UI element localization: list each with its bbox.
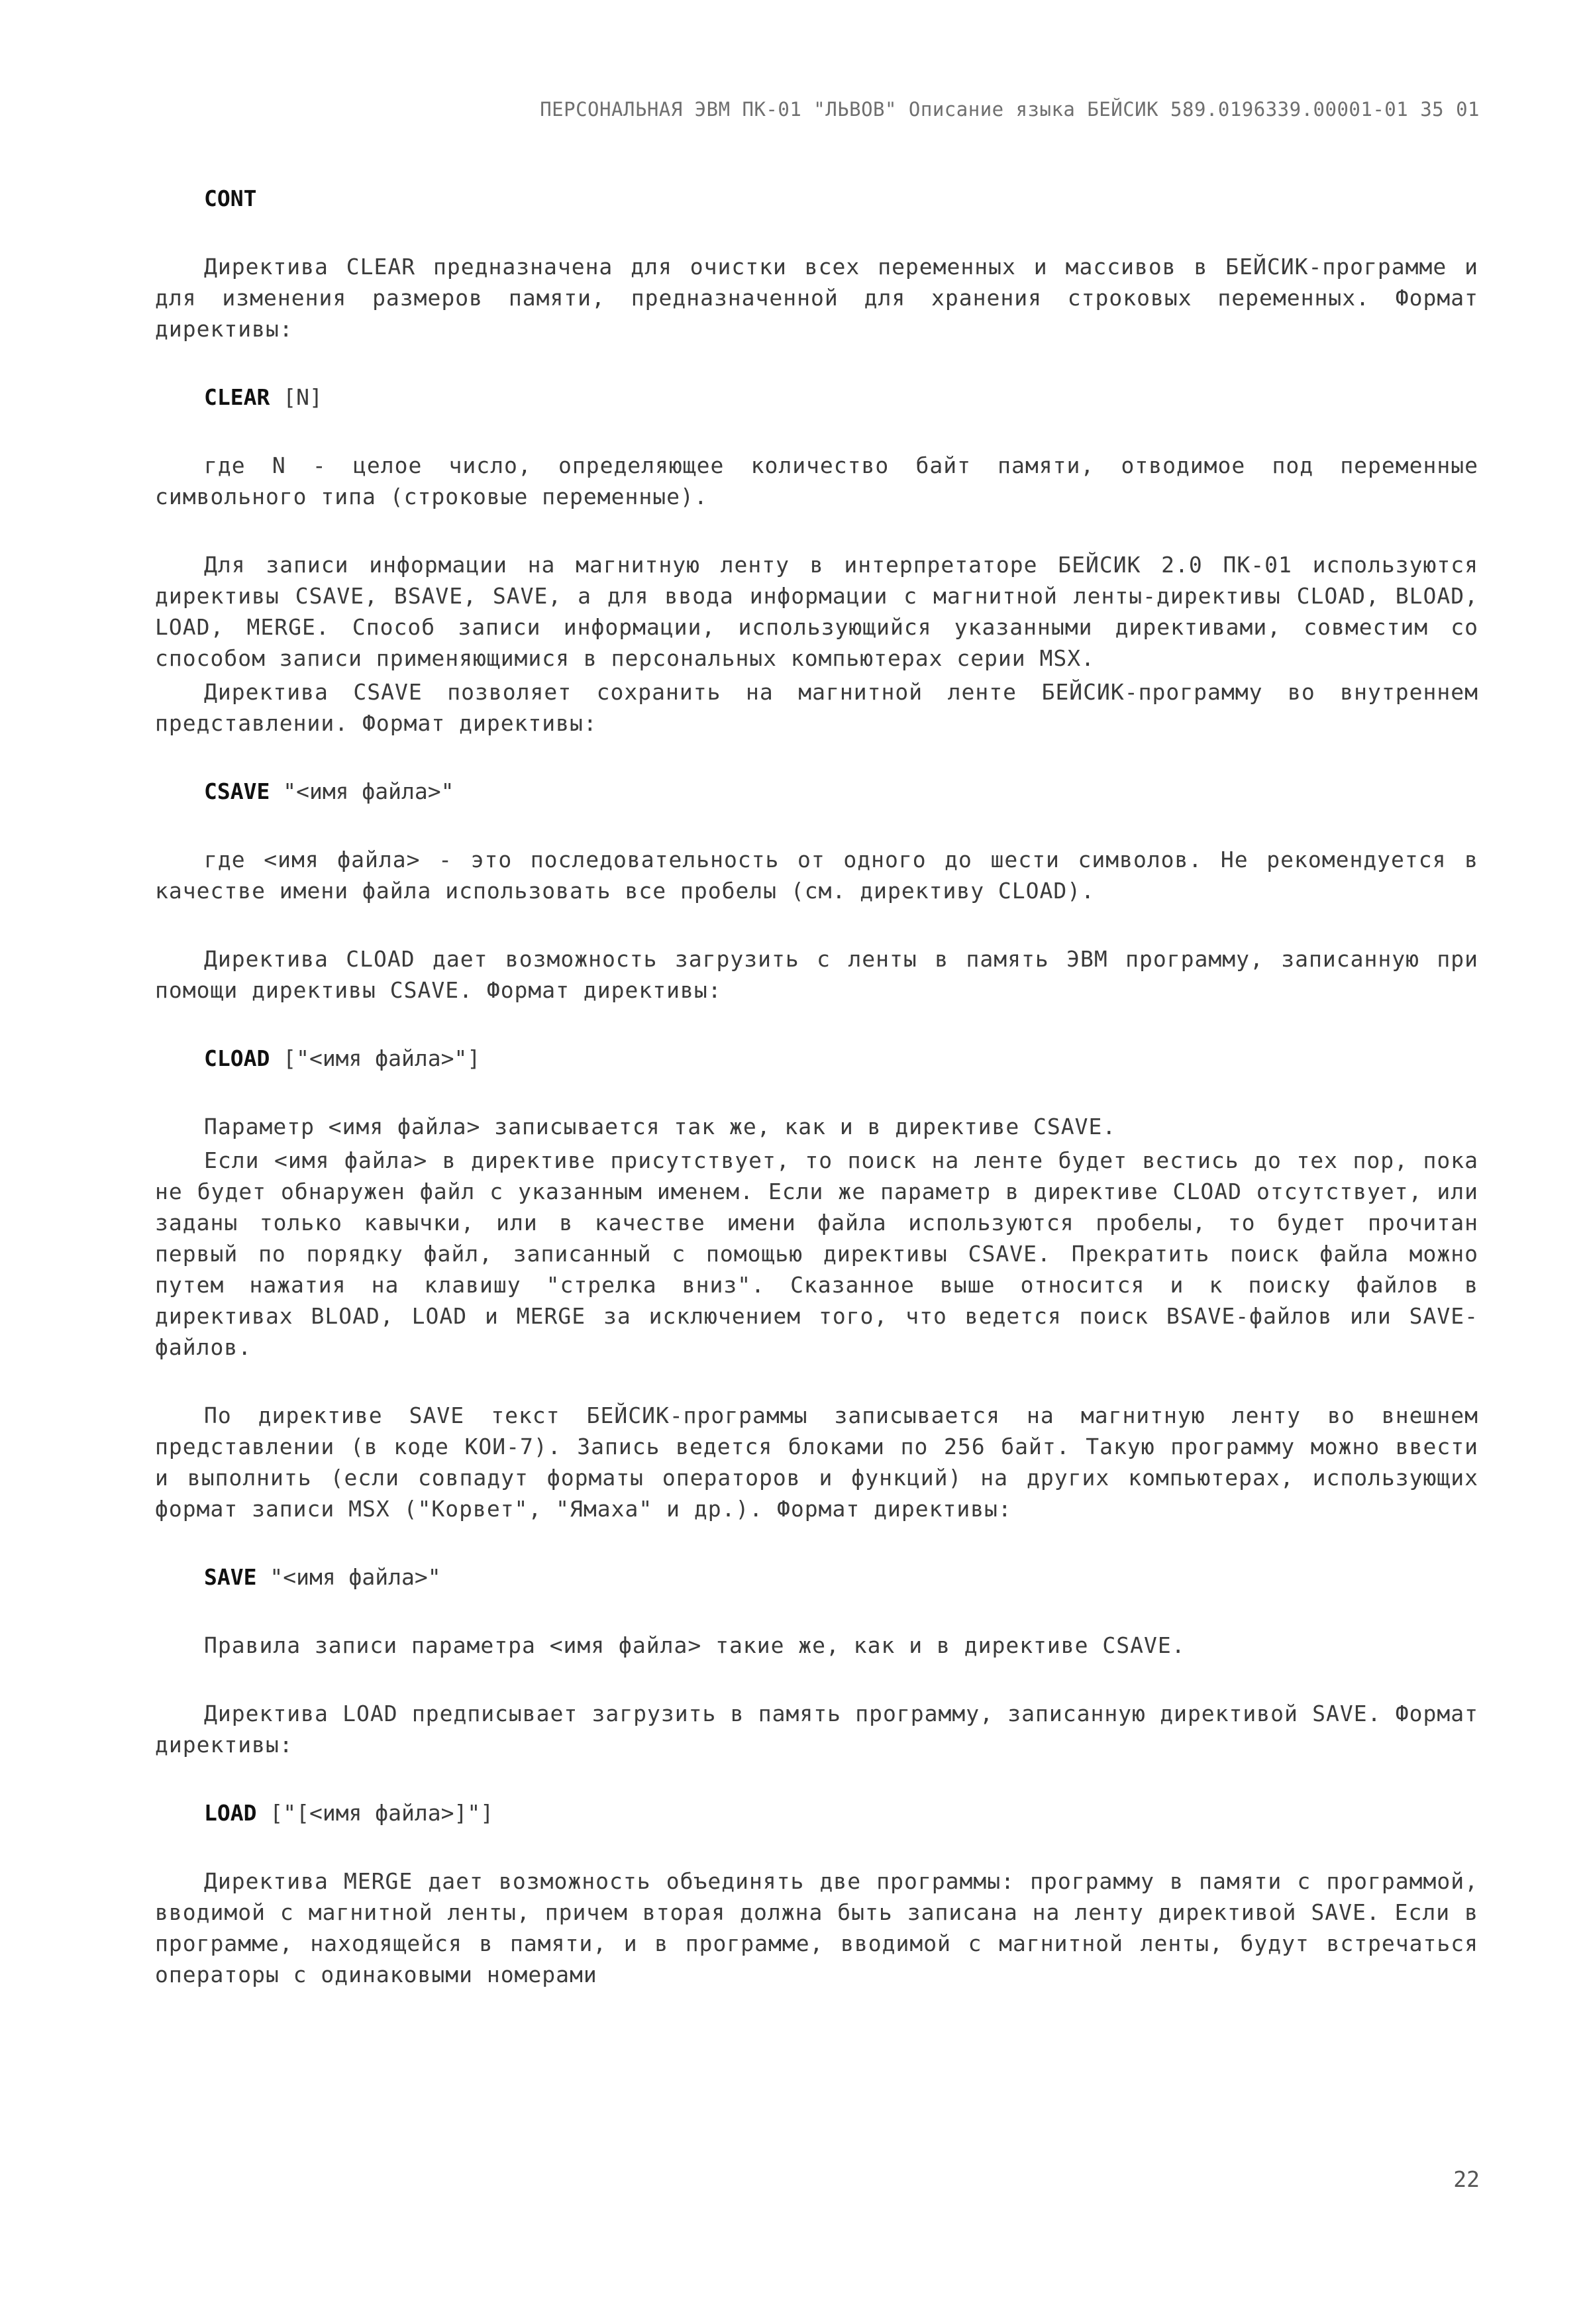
csave-description: Директива CSAVE позволяет сохранить на магнитной ленте БЕЙСИК-программу во внутреннем представлении. Формат директивы: xyxy=(155,679,1478,736)
save-param-explanation: Правила записи параметра <имя файла> такие же, как и в директиве CSAVE. xyxy=(204,1632,1186,1658)
clear-param-explanation: где N - целое число, определяющее количество байт памяти, отводимое под переменные символьного типа (строковые переменные). xyxy=(155,452,1478,509)
csave-keyword: CSAVE xyxy=(204,778,270,804)
save-keyword: SAVE xyxy=(204,1564,257,1590)
load-args: ["[<имя файла>]"] xyxy=(256,1800,494,1826)
save-syntax xyxy=(155,1561,1478,1593)
cload-syntax xyxy=(155,1043,1478,1074)
cont-command xyxy=(155,183,1478,214)
save-description: По директиве SAVE текст БЕЙСИК-программы записывается на магнитную ленту во внешнем представлении (в коде КОИ-7). Запись ведется блоками по 256 байт. Такую программу можно ввести и выполнить (если совпадут форматы операторов и функций) на других компьютерах, использующих формат записи MSX ("Корвет", "Ямаха" и др.). Формат директивы: xyxy=(155,1402,1478,1522)
merge-description: Директива MERGE дает возможность объединять две программы: программу в памяти с программой, вводимой с магнитной ленты, причем вторая должна быть записана на ленту директивой SAVE. Если в программе, находящейся в памяти, и в программе, вводимой с магнитной ленты, будут встречаться операторы с одинаковыми номерами xyxy=(155,1868,1478,1987)
tape-intro-paragraph: Для записи информации на магнитную ленту в интерпретаторе БЕЙСИК 2.0 ПК-01 используются директивы CSAVE, BSAVE, SAVE, а для ввода информации с магнитной ленты-директивы CLOAD, BLOAD, LOAD, MERGE. Способ записи информации, использующийся указанными директивами, совместим со способом записи применяющимися в персональных компьютерах серии MSX. xyxy=(155,552,1478,671)
page-body xyxy=(155,183,1478,1990)
save-args: "<имя файла>" xyxy=(256,1564,441,1590)
clear-syntax xyxy=(155,382,1478,413)
csave-syntax xyxy=(155,776,1478,807)
running-header: ПЕРСОНАЛЬНАЯ ЭВМ ПК-01 "ЛЬВОВ" Описание языка БЕЙСИК 589.0196339.00001-01 35 01 xyxy=(540,98,1480,121)
cont-keyword: CONT xyxy=(204,185,257,211)
load-syntax xyxy=(155,1797,1478,1828)
csave-args: "<имя файла>" xyxy=(270,778,454,804)
page-number: 22 xyxy=(1453,2166,1480,2192)
cload-keyword: CLOAD xyxy=(204,1045,270,1071)
load-description: Директива LOAD предписывает загрузить в память программу, записанную директивой SAVE. Формат директивы: xyxy=(155,1701,1478,1758)
cload-param-explanation: Параметр <имя файла> записывается так же, как и в директиве CSAVE. xyxy=(204,1114,1117,1139)
clear-args: [N] xyxy=(270,384,323,410)
cload-description: Директива CLOAD дает возможность загрузить с ленты в память ЭВМ программу, записанную при помощи директивы CSAVE. Формат директивы: xyxy=(155,946,1478,1003)
csave-param-explanation: где <имя файла> - это последовательность от одного до шести символов. Не рекомендуется в качестве имени файла использовать все пробелы (см. директиву CLOAD). xyxy=(155,847,1478,904)
cload-search-paragraph: Если <имя файла> в директиве присутствует, то поиск на ленте будет вестись до тех пор, пока не будет обнаружен файл с указанным именем. Если же параметр в директиве CLOAD отсутствует, или заданы только кавычки, или в качестве имени файла используются пробелы, то будет прочитан первый по порядку файл, записанный с помощью директивы CSAVE. Прекратить поиск файла можно путем нажатия на клавишу "стрелка вниз". Сказанное выше относится и к поиску файлов в директивах BLOAD, LOAD и MERGE за исключением того, что ведется поиск BSAVE-файлов или SAVE-файлов. xyxy=(155,1147,1478,1360)
clear-keyword: CLEAR xyxy=(204,384,270,410)
clear-description: Директива CLEAR предназначена для очистки всех переменных и массивов в БЕЙСИК-программе и для изменения размеров памяти, предназначенной для хранения строковых переменных. Формат директивы: xyxy=(155,254,1478,342)
cload-args: ["<имя файла>"] xyxy=(270,1045,481,1071)
load-keyword: LOAD xyxy=(204,1800,257,1826)
